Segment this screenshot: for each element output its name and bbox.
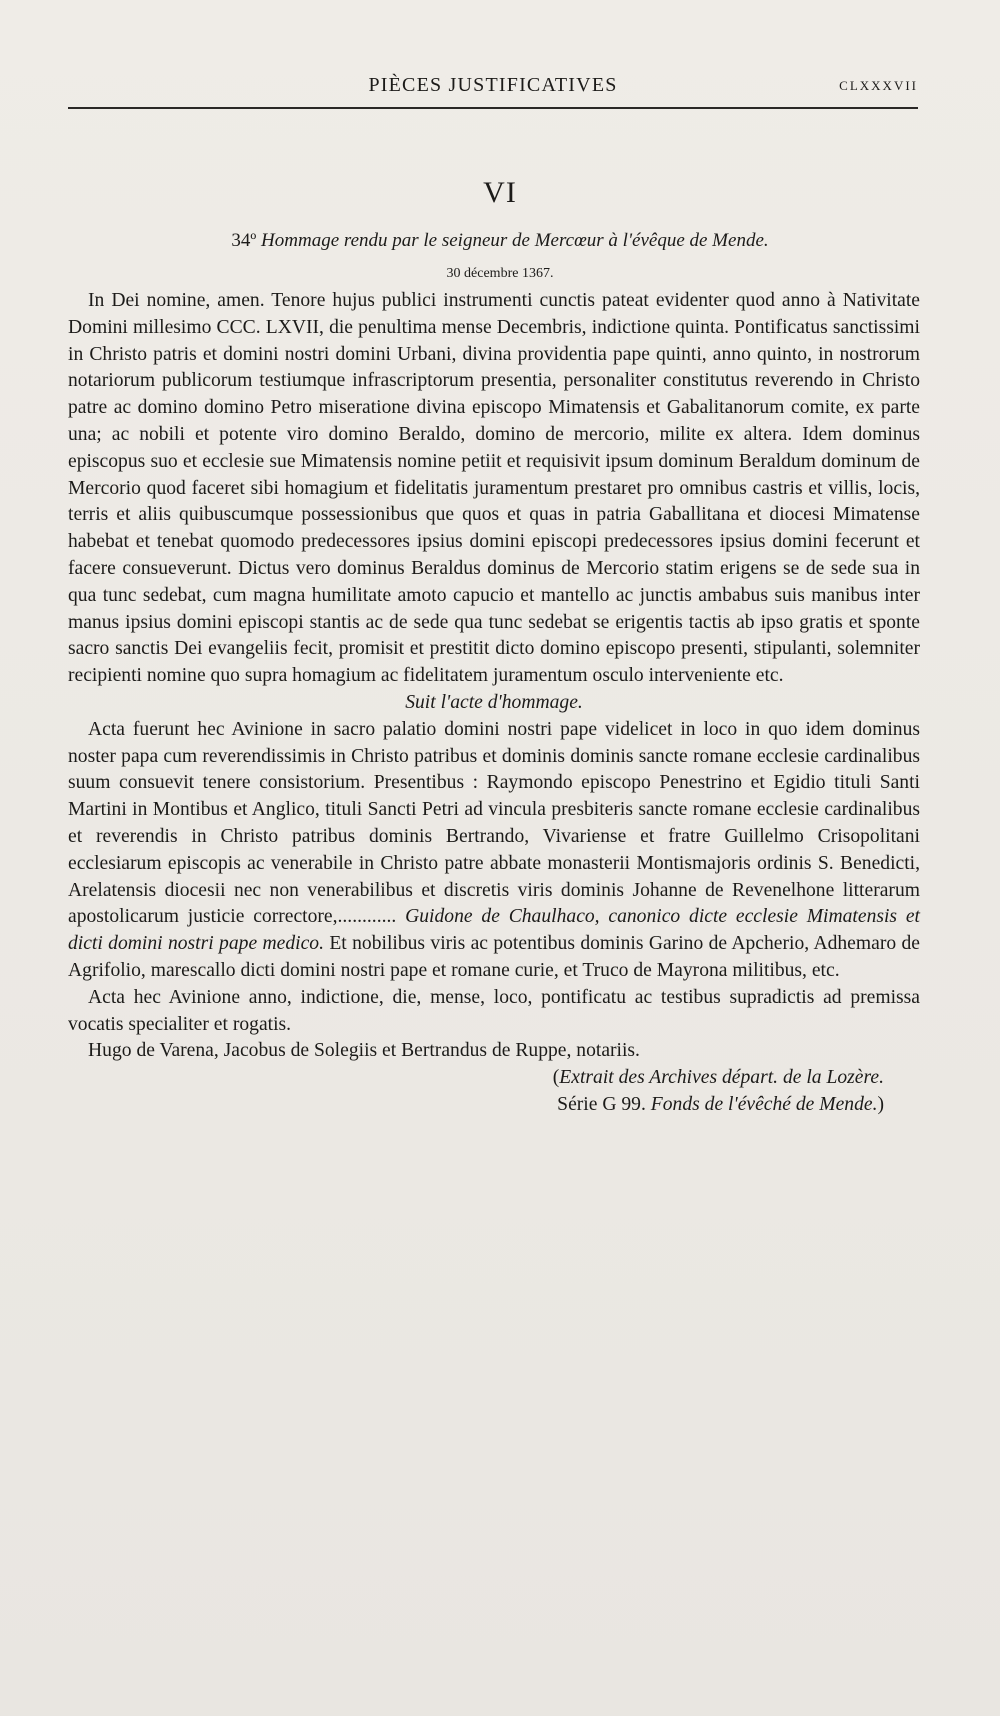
- page-folio: CLXXXVII: [839, 78, 918, 93]
- section-number: VI: [483, 176, 517, 209]
- source-line-1: [68, 1065, 920, 1092]
- paragraph-acta-text: Acta fuerunt hec Avinione in sacro palatio domini nostri pape videlicet in loco in quo idem dominus noster papa cum reverendissimis in Christo patribus et dominis dominis sancte romane ecclesie cardinalibus suum consuevit tenere consistorium. Presentibus : Raymondo episcopo Penestrino et Egidio tituli Santi Martini in Montibus et Anglico, tituli Sancti Petri ad vincula presbiteris sancte romane ecclesie cardinalibus et reverendis in Christo patribus dominis Bertrando, Vivariense et fratre Guillelmo Crisopolitani ecclesiarum episcopis ac venerabile in Christo patre abbate monasterii Montismajoris ordinis S. Benedicti, Arelatensis diocesii nec non venerabilibus et discretis viris dominis Johanne de Revenelhone litterarum apostolicarum justicie correctore,............: [68, 718, 920, 928]
- source-line-2: [68, 1092, 920, 1119]
- source-series: Série G 99.: [557, 1093, 646, 1115]
- running-head-title: PIÈCES JUSTIFICATIVES: [368, 74, 618, 96]
- document-title: [0, 230, 1000, 252]
- document-date: 30 décembre 1367.: [446, 266, 554, 281]
- source-archive: Extrait des Archives départ. de la Lozère.: [559, 1067, 884, 1089]
- editorial-note: Suit l'acte d'hommage.: [405, 691, 583, 713]
- paragraph-acta: [68, 717, 920, 985]
- notaries-signature: Hugo de Varena, Jacobus de Solegiis et Bertrandus de Ruppe, notariis.: [88, 1040, 640, 1062]
- header-rule: [68, 107, 918, 109]
- running-head: [68, 74, 918, 108]
- document-title-text: Hommage rendu par le seigneur de Mercœur à l'évêque de Mende.: [261, 230, 769, 251]
- source-close-paren: ): [877, 1093, 884, 1115]
- paragraph-opening: In Dei nomine, amen. Tenore hujus publici instrumenti cunctis pateat evidenter quod anno à Nativitate Domini millesimo CCC. LXVII, die penultima mense Decembris, indictione quinta. Pontificatus sanctissimi in Christo patris et domini nostri domini Urbani, divina providentia pape quinti, anno quinto, in nostrorum notariorum publicorum testiumque infrascriptorum presentia, personaliter constitutus reverendo in Christo patre ac domino domino Petro miseratione divina episcopo Mimatensis et Gabalitanorum comite, ex parte una; ac nobili et potente viro domino Beraldo, domino de mercorio, milite ex altera. Idem dominus episcopus suo et ecclesie sue Mimatensis nomine petiit et requisivit ipsum dominum Beraldum dominum de Mercorio quod faceret sibi homagium et fidelitatis juramentum prestaret pro omnibus castris et villis, locis, terris et aliis quibuscumque possessionibus que quos et quas in patria Gaballitana et diocesi Mimatense habebat et tenebat quomodo predecessores ipsius domini episcopi predecessores ipsius domini fecerunt et facere consueverunt. Dictus vero dominus Beraldus dominus de Mercorio statim erigens se de sede sua in qua tunc sedebat, cum magna humilitate amoto capucio et mantello ac junctis ambabus suis manibus inter manus ipsius domini episcopi stantis ac de sede qua tunc sedebat se erigentis tactis ab ipso gratis et sponte sacro sanctis Dei evangeliis fecit, promisit et prestitit dicto domino episcopo presenti, stipulanti, solemniter recipienti nomine quo supra homagium ac fidelitatem juramentum osculo interveniente etc.: [68, 290, 920, 687]
- source-fonds: Fonds de l'évêché de Mende.: [650, 1093, 878, 1115]
- document-number: 34º: [231, 230, 257, 251]
- paragraph-closing: Acta hec Avinione anno, indictione, die, mense, loco, pontificatu ac testibus supradictis ad premissa vocatis specialiter et rogatis.: [68, 986, 920, 1035]
- paragraph-acta-end: Et nobilibus viris ac potentibus dominis Garino de Apcherio, Adhemaro de Agrifolio, marescallo dicti domini nostri pape et romane curie, et Truco de Mayrona militibus, etc.: [68, 933, 920, 981]
- source-open-paren: (: [552, 1067, 560, 1089]
- document-body: [68, 288, 920, 1119]
- paragraph-acta-italic: Guidone de Chaulhaco, canonico dicte ecclesie Mimatensis et dicti domini nostri pape medico.: [68, 906, 921, 955]
